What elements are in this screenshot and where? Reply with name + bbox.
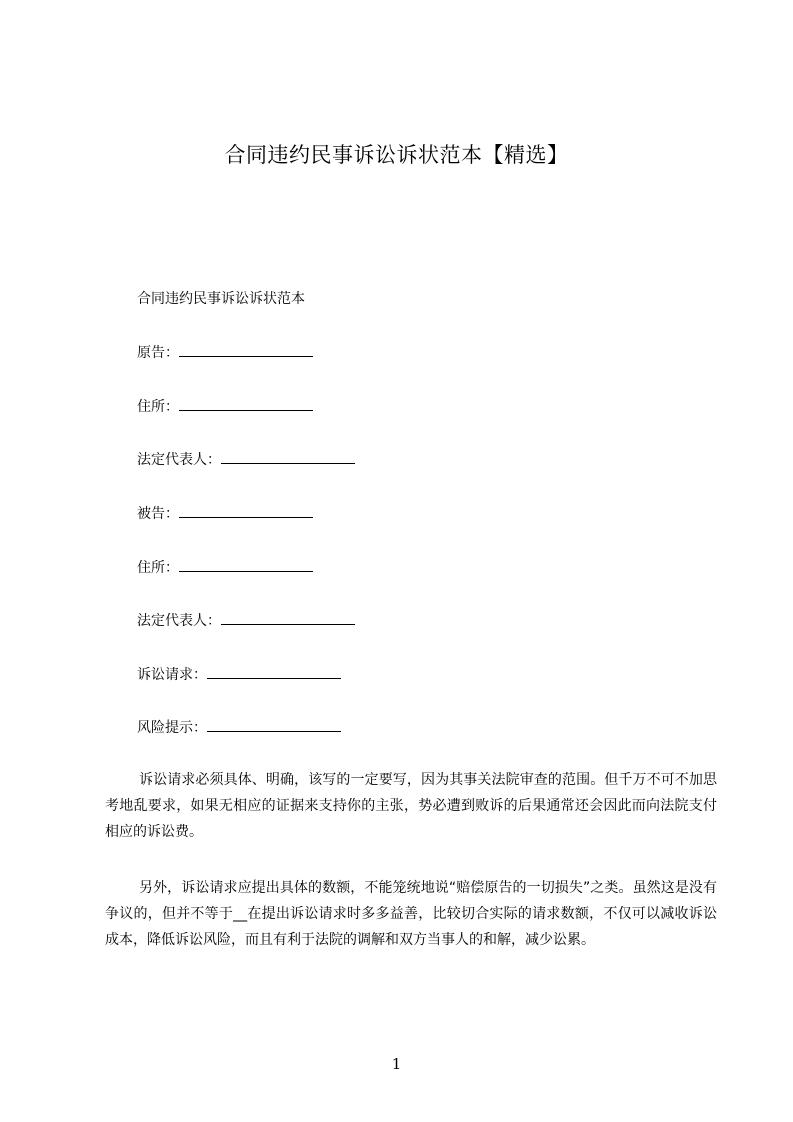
fill-in-blank — [221, 449, 355, 464]
field-plaintiff-address — [137, 396, 313, 418]
document-subtitle: 合同违约民事诉讼诉状范本 — [137, 291, 305, 307]
fill-in-blank — [179, 557, 313, 572]
paragraph-claims-amount: 另外，诉讼请求应提出具体的数额，不能笼统地说“赔偿原告的一切损失”之类。虽然这是没有争议的，但并不等于__在提出诉讼请求时多多益善，比较切合实际的请求数额，不仅可以减收诉讼成本，降低诉讼风险，而且有利于法院的调解和双方当事人的和解，减少讼累。 — [105, 880, 717, 948]
field-defendant-legal-rep — [137, 610, 355, 632]
document-title: 合同违约民事诉讼诉状范本【精选】 — [224, 143, 569, 167]
field-claims — [137, 664, 341, 686]
fill-in-blank — [207, 717, 341, 732]
field-label: 法定代表人： — [137, 452, 221, 468]
field-plaintiff-legal-rep — [137, 449, 355, 471]
fill-in-blank — [207, 664, 341, 679]
field-label: 法定代表人： — [137, 613, 221, 629]
fill-in-blank — [179, 396, 313, 411]
fill-in-blank — [179, 503, 313, 518]
fill-in-blank — [221, 610, 355, 625]
field-label: 风险提示： — [137, 720, 207, 736]
field-label: 原告： — [137, 345, 179, 361]
page-number: 1 — [391, 1055, 402, 1073]
field-label: 住所： — [137, 560, 179, 576]
paragraph-claims-requirements: 诉讼请求必须具体、明确，该写的一定要写，因为其事关法院审查的范围。但千万不可不加思考地乱要求，如果无相应的证据来支持你的主张，势必遭到败诉的后果通常还会因此而向法院支付相应的诉讼费。 — [105, 772, 717, 840]
field-plaintiff — [137, 342, 313, 364]
field-label: 诉讼请求： — [137, 667, 207, 683]
field-defendant — [137, 503, 313, 525]
field-label: 住所： — [137, 399, 179, 415]
field-risk-notice — [137, 717, 341, 739]
field-label: 被告： — [137, 506, 179, 522]
fill-in-blank — [179, 342, 313, 357]
field-defendant-address — [137, 557, 313, 579]
